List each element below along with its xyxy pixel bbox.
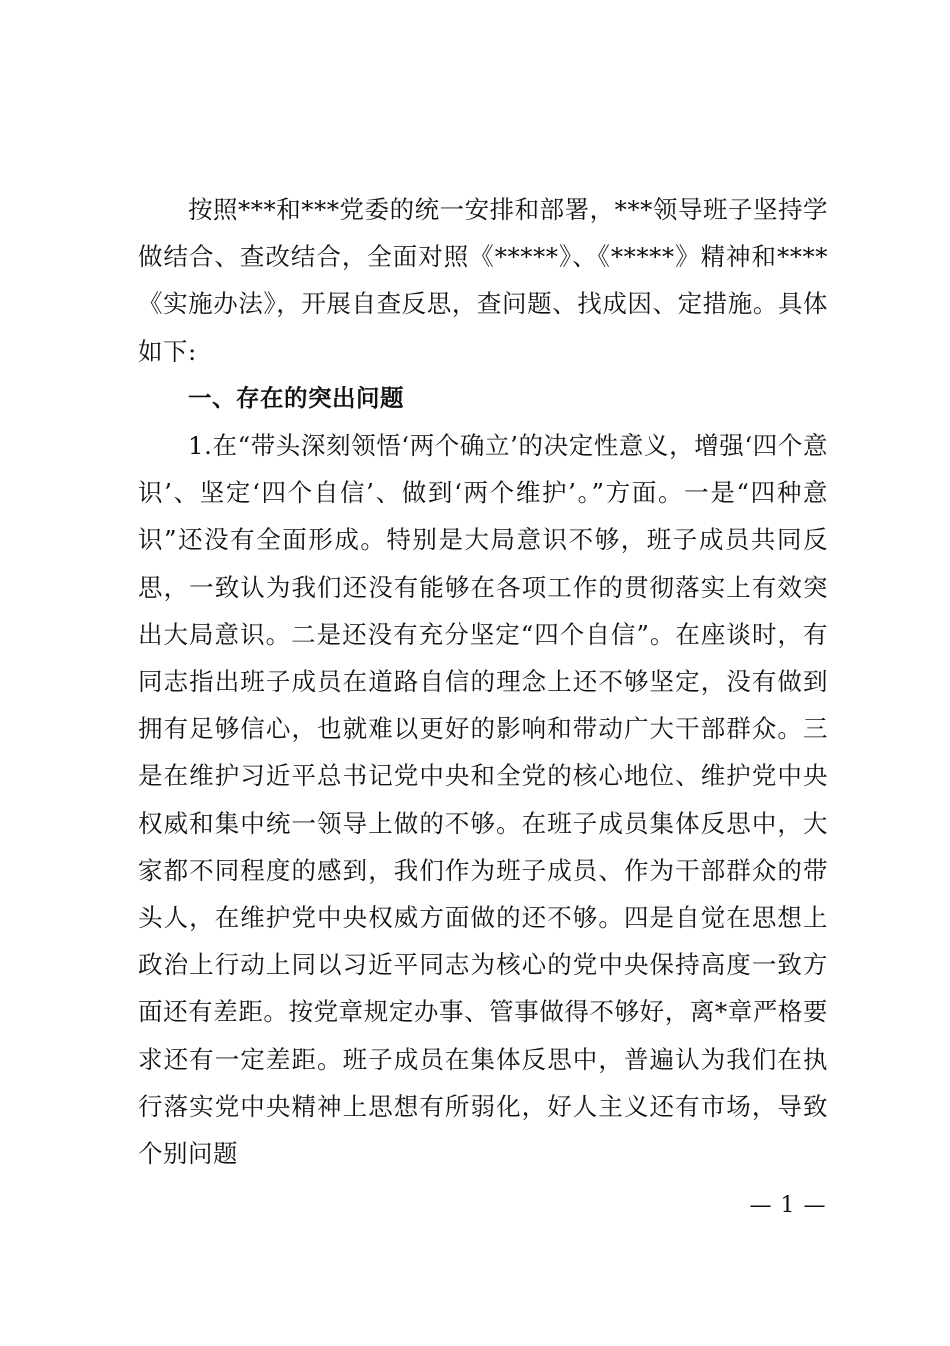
intro-paragraph: 按照***和***党委的统一安排和部署，***领导班子坚持学做结合、查改结合，全面对照《*****》、《*****》精神和****《实施办法》，开展自查反思，查问题、找成因、定措施。具体如下: [138, 195, 828, 366]
section-heading: 一、存在的突出问题 [188, 383, 404, 412]
document-body [138, 186, 828, 1177]
item-1-paragraph: 1.在“带头深刻领悟‘两个确立’的决定性意义，增强‘四个意识’、坚定‘四个自信’、做到‘两个维护’。”方面。一是“四种意识”还没有全面形成。特别是大局意识不够，班子成员共同反思，一致认为我们还没有能够在各项工作的贯彻落实上有效突出大局意识。二是还没有充分坚定“四个自信”。在座谈时，有同志指出班子成员在道路自信的理念上还不够坚定，没有做到拥有足够信心，也就难以更好的影响和带动广大干部群众。三是在维护习近平总书记党中央和全党的核心地位、维护党中央权威和集中统一领导上做的不够。在班子成员集体反思中，大家都不同程度的感到，我们作为班子成员、作为干部群众的带头人，在维护党中央权威方面做的还不够。四是自觉在思想上政治上行动上同以习近平同志为核心的党中央保持高度一致方面还有差距。按党章规定办事、管事做得不够好，离*章严格要求还有一定差距。班子成员在集体反思中，普遍认为我们在执行落实党中央精神上思想有所弱化，好人主义还有市场，导致个别问题 [138, 431, 828, 1169]
page-number: — 1 — [749, 1193, 827, 1218]
